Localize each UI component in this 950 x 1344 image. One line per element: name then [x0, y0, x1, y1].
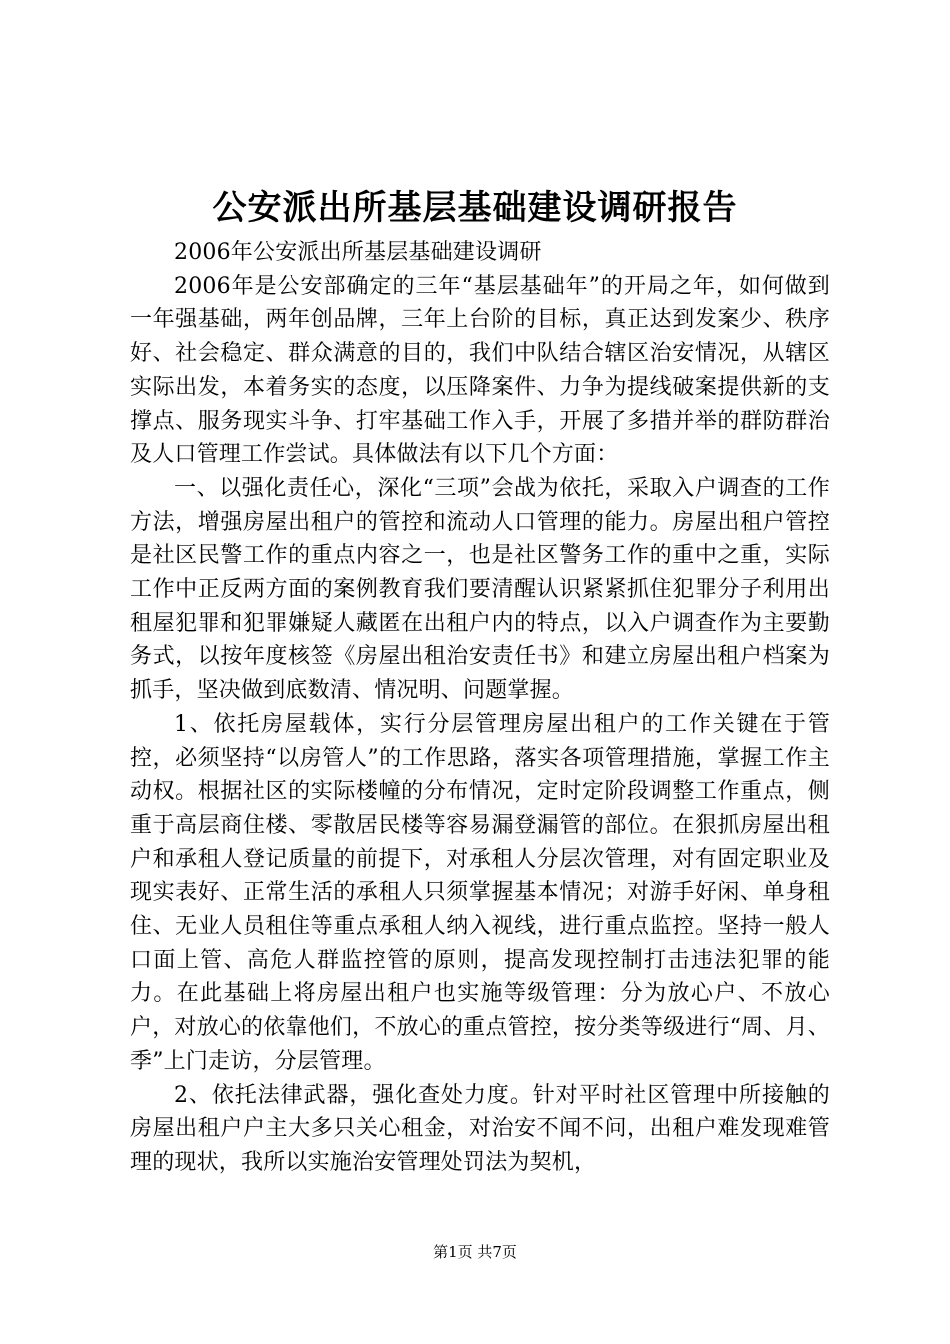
paragraph-item-two: 2、依托法律武器，强化查处力度。针对平时社区管理中所接触的房屋出租户户主大多只关心租金，对治安不闻不问，出租户难发现难管理的现状，我所以实施治安管理处罚法为契机，	[130, 1082, 830, 1175]
page-footer: 第1页 共7页	[433, 1243, 517, 1261]
document-title: 公安派出所基层基础建设调研报告	[212, 188, 738, 228]
paragraph-section-one: 一、以强化责任心，深化“三项”会战为依托，采取入户调查的工作方法，增强房屋出租户的管控和流动人口管理的能力。房屋出租户管控是社区民警工作的重点内容之一，也是社区警务工作的重中之重，实际工作中正反两方面的案例教育我们要清醒认识紧紧抓住犯罪分子利用出租屋犯罪和犯罪嫌疑人藏匿在出租户内的特点，以入户调查作为主要勤务式，以按年度核签《房屋出租治安责任书》和建立房屋出租户档案为抓手，坚决做到底数清、情况明、问题掌握。	[130, 475, 830, 704]
paragraph-intro: 2006年是公安部确定的三年“基层基础年”的开局之年，如何做到一年强基础，两年创品牌，三年上台阶的目标，真正达到发案少、秩序好、社会稳定、群众满意的目的，我们中队结合辖区治安情况，从辖区实际出发，本着务实的态度，以压降案件、力争为提线破案提供新的支撑点、服务现实斗争、打牢基础工作入手，开展了多措并举的群防群治及人口管理工作尝试。具体做法有以下几个方面：	[130, 273, 830, 468]
paragraph-item-one: 1、依托房屋载体，实行分层管理房屋出租户的工作关键在于管控，必须坚持“以房管人”的工作思路，落实各项管理措施，掌握工作主动权。根据社区的实际楼幢的分布情况，定时定阶段调整工作重点，侧重于高层商住楼、零散居民楼等容易漏登漏管的部位。在狠抓房屋出租户和承租人登记质量的前提下，对承租人分层次管理，对有固定职业及现实表好、正常生活的承租人只须掌握基本情况；对游手好闲、单身租住、无业人员租住等重点承租人纳入视线，进行重点监控。坚持一般人口面上管、高危人群监控管的原则，提高发现控制打击违法犯罪的能力。在此基础上将房屋出租户也实施等级管理：分为放心户、不放心户，对放心的依靠他们，不放心的重点管控，按分类等级进行“周、月、季”上门走访，分层管理。	[130, 711, 830, 1074]
paragraph-subtitle: 2006年公安派出所基层基础建设调研	[174, 240, 542, 265]
document-body	[130, 236, 830, 1180]
